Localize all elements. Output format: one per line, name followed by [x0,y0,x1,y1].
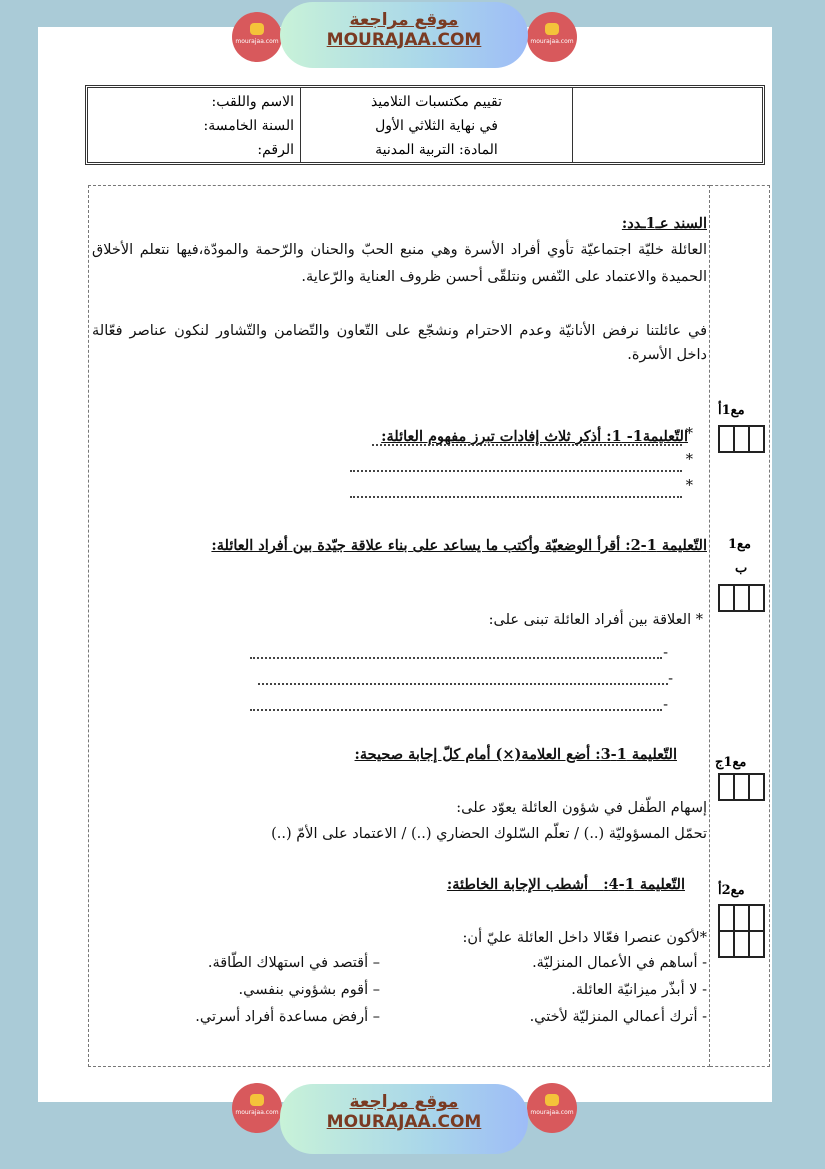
criterion-label: مع1ج [715,755,747,770]
q4-label: التّعليمة 1-4: [603,876,685,893]
header-table [85,85,765,165]
q4-option[interactable]: - أساهم في الأعمال المنزليّة. [532,955,707,971]
source-title: السند عـ1ـدد: [621,215,707,232]
q4-option[interactable]: – أقوم بشؤوني بنفسي. [238,982,380,998]
criterion-label: مع1 [728,537,751,552]
q4-intro: *لأكون عنصرا فعّالا داخل العائلة عليّ أن: [462,930,707,946]
source-paragraph-2: في عائلتنا نرفض الأنانيّة وعدم الاحترام ونشجّع على التّعاون والتّضامن والتّشاور لنكون عناصر فعّالة داخل الأسرة. [92,323,707,363]
exam-title: تقييم مكتسبات التلاميذ [370,94,503,110]
student-info-cell [88,88,301,162]
dash: - [663,697,668,713]
q4-text: أشطب الإجابة الخاطئة: [446,876,589,893]
site-logo: mourajaa.com [527,1083,577,1133]
grade-field: السنة الخامسة: [203,118,294,134]
q4-option[interactable]: – أقتصد في استهلاك الطّاقة. [207,955,380,971]
site-logo: mourajaa.com [527,12,577,62]
score-grid [718,584,765,612]
banner-english: MOURAJAA.COM [326,30,482,50]
q2-title: التّعليمة 1-2: أقرأ الوضعيّة وأكتب ما يساعد على بناء علاقة جيّدة بين أفراد العائلة: [211,537,707,554]
bullet: * [685,452,693,468]
banner-arabic: موقع مراجعة [349,10,459,30]
q3-title: التّعليمة 1-3: أضع العلامة(×) أمام كلّ إجابة صحيحة: [354,746,677,763]
criterion-label: مع1أ [718,403,745,418]
site-banner-top[interactable] [280,2,528,68]
answer-line[interactable] [350,470,682,472]
q4-title [447,876,685,893]
banner-english: MOURAJAA.COM [326,1112,482,1132]
q4-option[interactable]: - أترك أعمالي المنزليّة لأختي. [529,1009,707,1025]
bullet: * [685,426,693,442]
answer-line[interactable] [250,657,662,659]
answer-line[interactable] [250,709,662,711]
score-grid [718,425,765,453]
number-field: الرقم: [257,142,294,158]
answer-line[interactable] [350,496,682,498]
dash: - [663,645,668,661]
dash: - [668,671,673,687]
q4-option[interactable]: – أرفض مساعدة أفراد أسرتي. [195,1009,380,1025]
site-logo: mourajaa.com [232,12,282,62]
exam-term: في نهاية الثلاثي الأول [375,118,498,134]
site-banner-bottom[interactable] [280,1084,528,1154]
score-grid [718,904,765,958]
q1-label: التّعليمة1- 1: [606,428,688,445]
name-field: الاسم واللقب: [211,94,294,110]
bullet: * [685,478,693,494]
banner-arabic: موقع مراجعة [349,1092,459,1112]
source-paragraph-1: العائلة خليّة اجتماعيّة تأوي أفراد الأسرة وهي منبع الحبّ والحنان والرّحمة والمودّة،فيها نتعلم الأخلاق الحميدة والاعتماد على النّفس ونتلقّى أحسن ظروف العناية والرّعاية. [92,242,707,285]
q3-options[interactable]: تحمّل المسؤوليّة (..) / تعلّم السّلوك الحضاري (..) / الاعتماد على الأمّ (..) [271,826,707,842]
q2-prompt: * العلاقة بين أفراد العائلة تبنى على: [488,612,703,628]
exam-subject: المادة: التربية المدنية [375,142,498,158]
q1-title [381,428,688,445]
score-grid [718,773,765,801]
criterion-label: ب [735,561,748,576]
title-cell [301,88,573,162]
q3-line1: إسهام الطّفل في شؤون العائلة يعوّد على: [456,800,707,816]
empty-cell [573,88,762,162]
q4-option[interactable]: - لا أبذّر ميزانيّة العائلة. [571,982,707,998]
answer-line[interactable] [258,683,668,685]
answer-line[interactable] [372,444,682,446]
criterion-label: مع2أ [718,883,745,898]
q1-text: أذكر ثلاث إفادات تبرز مفهوم العائلة: [381,428,602,445]
site-logo: mourajaa.com [232,1083,282,1133]
